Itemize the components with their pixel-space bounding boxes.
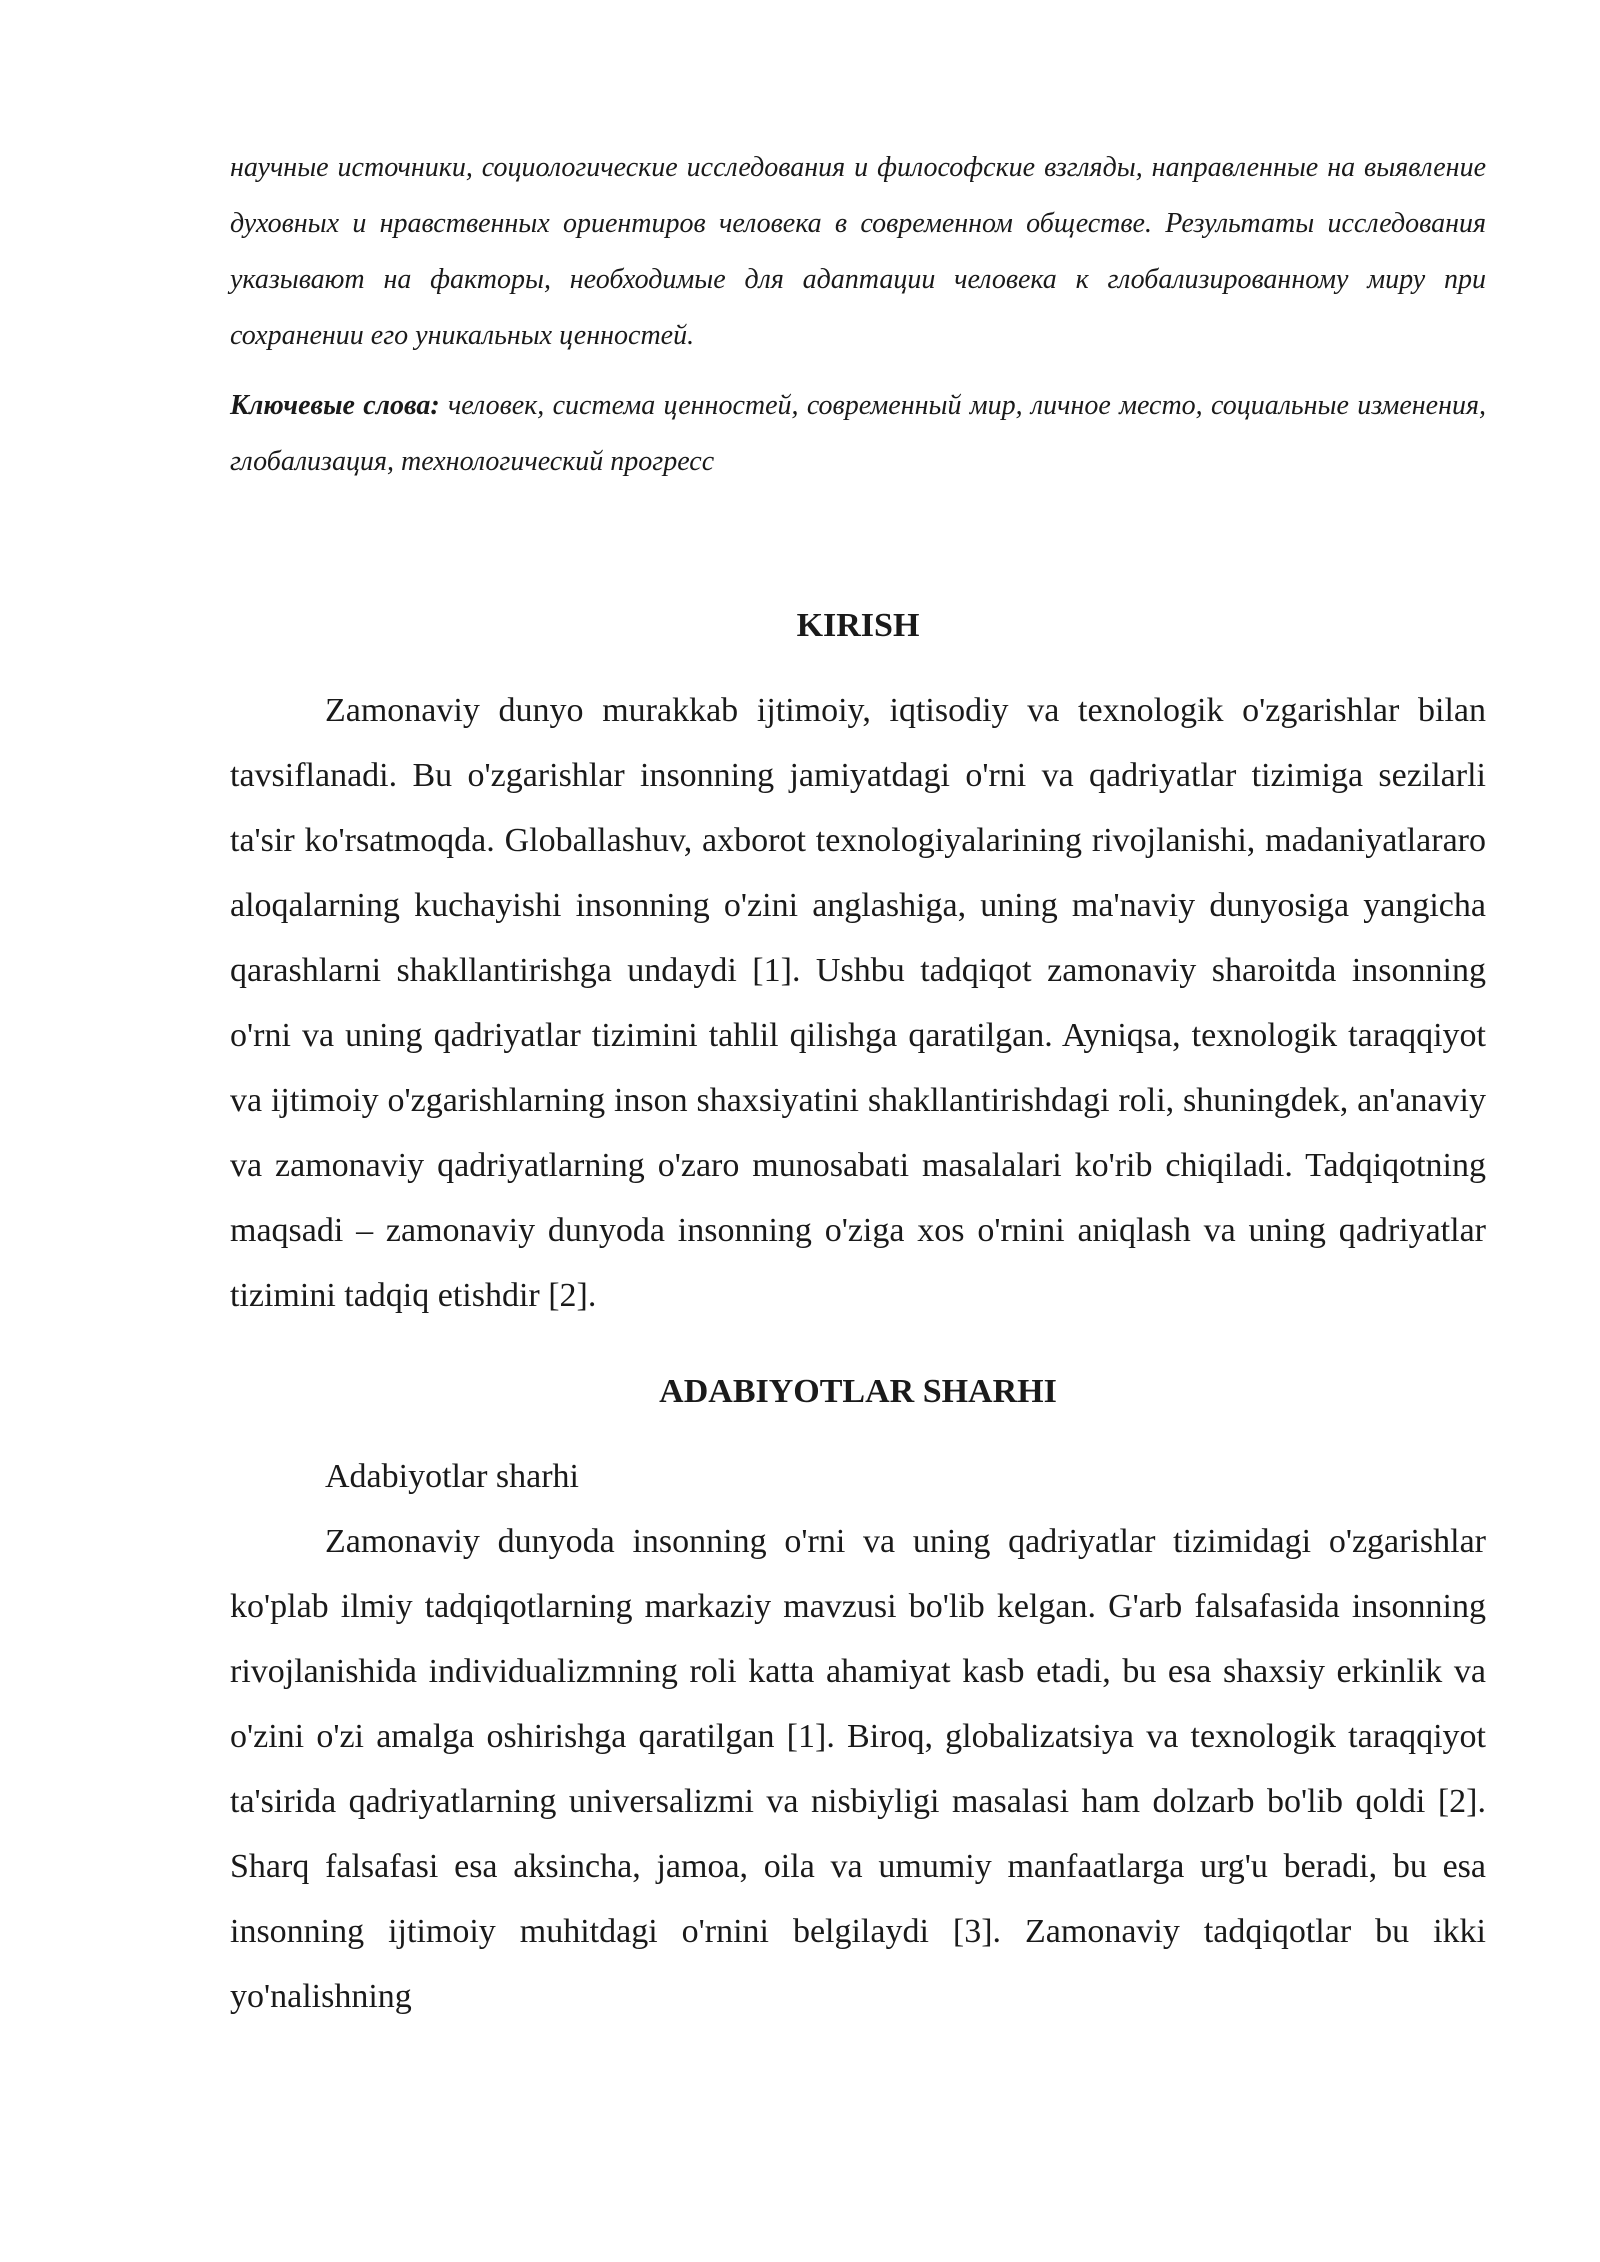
keywords-paragraph: [230, 378, 1486, 490]
keywords-label: Ключевые слова:: [230, 390, 440, 421]
literature-review-paragraph: Zamonaviy dunyoda insonning o'rni va uning qadriyatlar tizimidagi o'zgarishlar ko'plab ilmiy tadqiqotlarning markaziy mavzusi bo'lib kelgan. G'arb falsafasida insonning rivojlanishida individualizmning roli katta ahamiyat kasb etadi, bu esa shaxsiy erkinlik va o'zini o'zi amalga oshirishga qaratilgan [1]. Biroq, globalizatsiya va texnologik taraqqiyot ta'sirida qadriyatlarning universalizmi va nisbiyligi masalasi ham dolzarb bo'lib qoldi [2]. Sharq falsafasi esa aksincha, jamoa, oila va umumiy manfaatlarga urg'u beradi, bu esa insonning ijtimoiy muhitdagi o'rnini belgilaydi [3]. Zamonaviy tadqiqotlar bu ikki yo'nalishning: [230, 1523, 1486, 2015]
section-heading-intro: KIRISH: [796, 607, 920, 644]
document-page: [230, 140, 1486, 2029]
abstract-text: научные источники, социологические исследования и философские взгляды, направленные на выявление духовных и нравственных ориентиров человека в современном обществе. Результаты исследования указывают на факторы, необходимые для адаптации человека к глобализированному миру при сохранении его уникальных ценностей.: [230, 152, 1486, 351]
intro-paragraph: Zamonaviy dunyo murakkab ijtimoiy, iqtisodiy va texnologik o'zgarishlar bilan tavsiflanadi. Bu o'zgarishlar insonning jamiyatdagi o'rni va qadriyatlar tizimiga sezilarli ta'sir ko'rsatmoqda. Globallashuv, axborot texnologiyalarining rivojlanishi, madaniyatlararo aloqalarning kuchayishi insonning o'zini anglashiga, uning ma'naviy dunyosiga yangicha qarashlarni shakllantirishga undaydi [1]. Ushbu tadqiqot zamonaviy sharoitda insonning o'rni va uning qadriyatlar tizimini tahlil qilishga qaratilgan. Ayniqsa, texnologik taraqqiyot va ijtimoiy o'zgarishlarning inson shaxsiyatini shakllantirishdagi roli, shuningdek, an'anaviy va zamonaviy qadriyatlarning o'zaro munosabati masalalari ko'rib chiqiladi. Tadqiqotning maqsadi – zamonaviy dunyoda insonning o'ziga xos o'rnini aniqlash va uning qadriyatlar tizimini tadqiq etishdir [2].: [230, 692, 1486, 1314]
section-heading-literature-review: ADABIYOTLAR SHARHI: [659, 1373, 1057, 1410]
literature-review-subheading: Adabiyotlar sharhi: [325, 1458, 579, 1495]
keywords-text: человек, система ценностей, современный мир, личное место, социальные изменения, глобализация, технологический прогресс: [230, 390, 1486, 477]
